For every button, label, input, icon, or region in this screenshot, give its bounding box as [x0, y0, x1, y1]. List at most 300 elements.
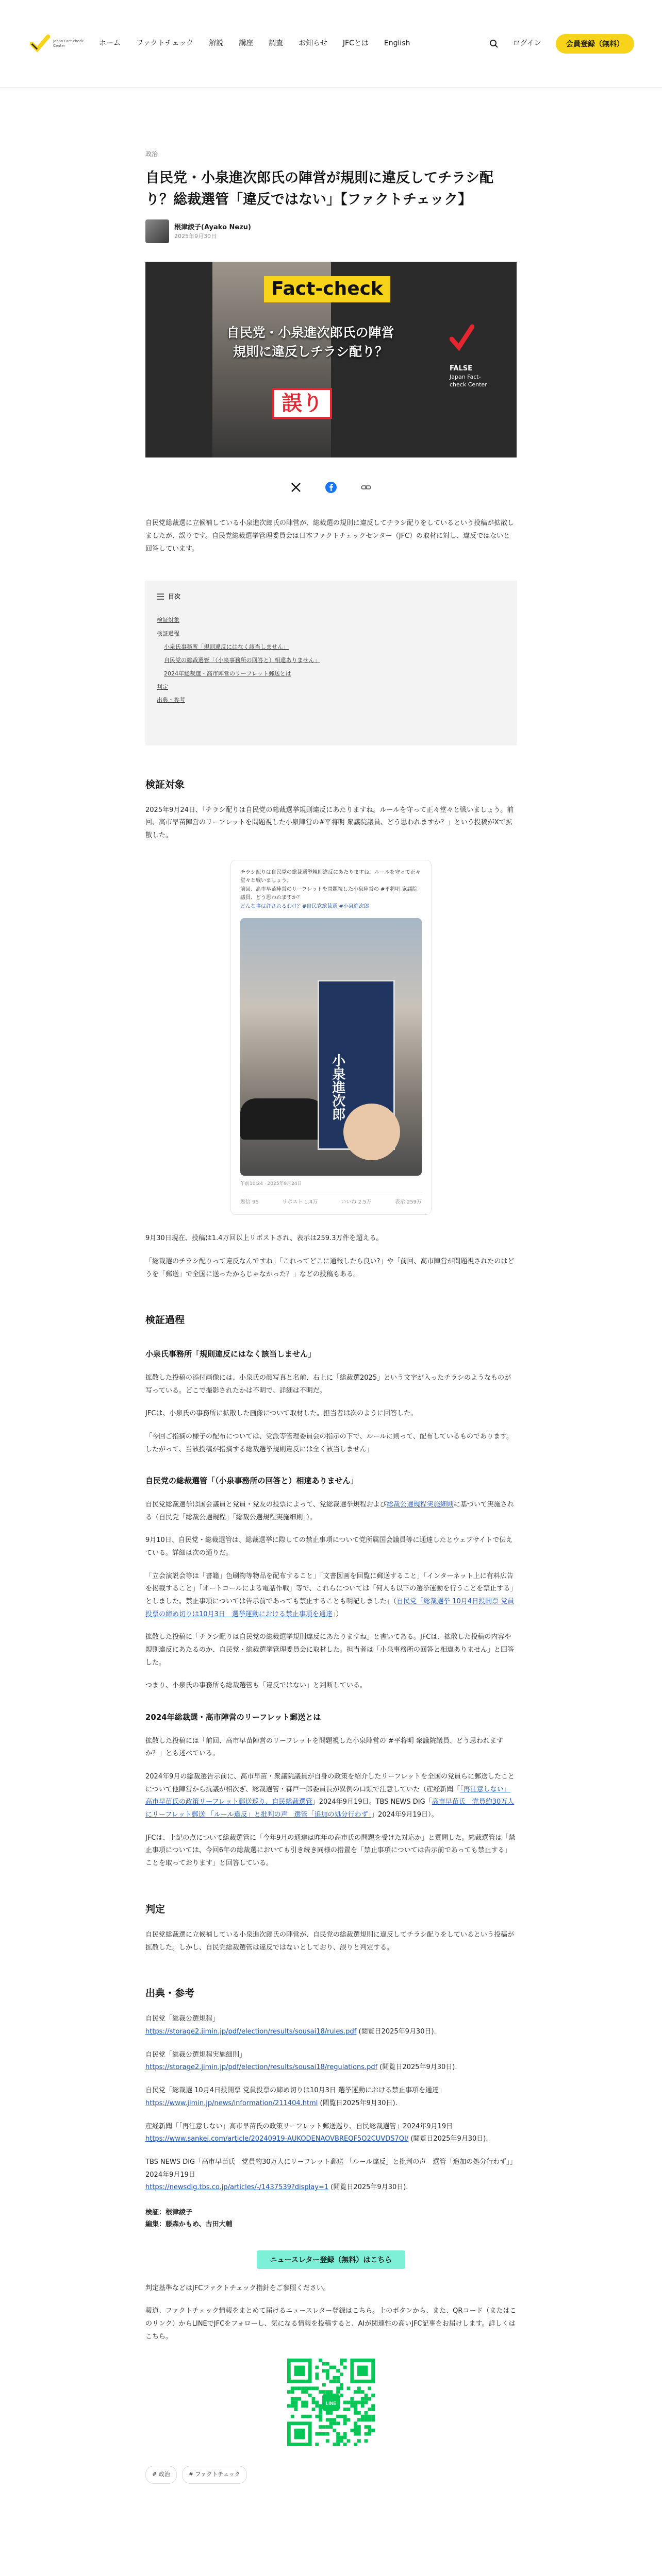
- qr-module: [315, 2387, 319, 2391]
- credit-verifier: 検証：根津綾子: [145, 2208, 193, 2216]
- qr-module: [319, 2418, 322, 2422]
- reference-item: [145, 2049, 517, 2074]
- header-actions: [489, 34, 634, 54]
- tag-list: [145, 2466, 517, 2484]
- qr-module: [347, 2418, 351, 2422]
- hero-jfc-badge: [450, 324, 496, 388]
- qr-module: [365, 2432, 368, 2436]
- qr-module: [333, 2443, 336, 2447]
- qr-module: [315, 2443, 319, 2447]
- reference-link[interactable]: https://storage2.jimin.jp/pdf/election/results/sousai18/regulations.pdf: [145, 2063, 378, 2072]
- qr-module: [365, 2415, 368, 2418]
- qr-module: [291, 2415, 294, 2418]
- qr-module: [312, 2387, 316, 2391]
- jfc-name: Japan Fact-check Center: [450, 373, 487, 388]
- qr-module: [340, 2439, 343, 2443]
- qr-module: [336, 2439, 340, 2443]
- paragraph: 拡散した投稿には「前回、高市早苗陣営のリーフレットを問題視した小泉陣営の #平将明 衆議院議員、どう思われますか？」とも述べている。: [145, 1737, 503, 1758]
- reference-item: [145, 2013, 517, 2038]
- qr-module: [315, 2401, 319, 2404]
- qr-module: [336, 2391, 340, 2394]
- reference-label: 自民党「総裁選 10月4日投開票 党員投票の締め切りは10月3日 選挙運動における禁止事項を通達」: [145, 2087, 446, 2095]
- qr-module: [308, 2387, 312, 2391]
- qr-module: [329, 2422, 333, 2426]
- post-timestamp: 午前10:24 · 2025年9月24日: [240, 1181, 302, 1187]
- view-count: 表示 259万: [394, 1199, 422, 1206]
- qr-module: [361, 2391, 365, 2394]
- reference-link[interactable]: https://www.sankei.com/article/20240919-AUKODENAOVBREQF5Q2CUVDS7QI/: [145, 2135, 409, 2143]
- qr-module: [312, 2401, 316, 2404]
- qr-module: [326, 2432, 329, 2436]
- qr-module: [322, 2391, 326, 2394]
- qr-module: [354, 2426, 357, 2429]
- qr-module: [371, 2404, 375, 2408]
- toc-item[interactable]: 検証対象: [157, 617, 179, 624]
- line-qr-code[interactable]: [287, 2359, 375, 2446]
- flyer-name: 小泉進次郎: [329, 1054, 345, 1121]
- post-text-line: 前回、高市早苗陣営のリーフレットを問題視した小泉陣営の #平将明 衆議院議員、どう思われますか？: [240, 886, 418, 901]
- qr-module: [291, 2387, 294, 2391]
- reference-link[interactable]: https://www.jimin.jp/news/information/211404.html: [145, 2099, 318, 2107]
- qr-module: [343, 2366, 347, 2369]
- qr-module: [333, 2418, 336, 2422]
- qr-finder: [294, 2429, 305, 2439]
- section-heading-target: 検証対象: [145, 778, 185, 790]
- qr-module: [336, 2415, 340, 2418]
- qr-module: [301, 2401, 305, 2404]
- paragraph-text: 」2024年9月19日。TBS NEWS DIG「: [312, 1798, 432, 1806]
- qr-module: [371, 2408, 375, 2412]
- paragraph-text: に基づいて実施される（自民党「総裁公選規程」「総裁公選規程実施細則」）。: [145, 1500, 514, 1521]
- toc-subitem[interactable]: 2024年総裁選・高市陣営のリーフレット郵送とは: [164, 670, 291, 677]
- embedded-post[interactable]: [230, 860, 432, 1215]
- register-button[interactable]: 会員登録（無料）: [556, 34, 634, 54]
- paragraph: [145, 1771, 517, 1822]
- qr-module: [336, 2380, 340, 2383]
- qr-module: [294, 2387, 298, 2391]
- paragraph: [145, 1570, 517, 1621]
- subheading: 2024年総裁選・高市陣営のリーフレット郵送とは: [145, 1713, 321, 1722]
- qr-finder: [294, 2366, 305, 2376]
- reference-note: (閲覧日2025年9月30日).: [379, 2063, 457, 2072]
- qr-module: [301, 2387, 305, 2391]
- article-category[interactable]: 政治: [145, 150, 158, 158]
- qr-module: [354, 2401, 357, 2404]
- qr-module: [365, 2394, 368, 2397]
- qr-module: [354, 2411, 357, 2415]
- qr-module: [301, 2391, 305, 2394]
- author-row: [145, 219, 517, 243]
- reference-label: TBS NEWS DIG「高市早苗氏 党員約30万人にリーフレット郵送 「ルール違反」と批判の声 選管「追加の処分行わず」」2024年9月19日: [145, 2158, 517, 2179]
- qr-module: [357, 2418, 361, 2422]
- qr-module: [305, 2415, 308, 2418]
- qr-module: [357, 2411, 361, 2415]
- qr-module: [333, 2380, 336, 2383]
- qr-module: [343, 2408, 347, 2412]
- qr-module: [347, 2387, 351, 2391]
- qr-module: [354, 2443, 357, 2447]
- qr-module: [329, 2411, 333, 2415]
- qr-module: [371, 2429, 375, 2432]
- qr-module: [365, 2397, 368, 2401]
- toc-item[interactable]: 検証過程: [157, 630, 179, 637]
- list-icon: [157, 594, 164, 600]
- reference-note: (閲覧日2025年9月30日).: [320, 2099, 398, 2107]
- qr-module: [319, 2415, 322, 2418]
- qr-module: [336, 2443, 340, 2447]
- nav-research[interactable]: 調査: [269, 39, 284, 48]
- qr-module: [354, 2404, 357, 2408]
- post-image-car: [240, 1098, 328, 1140]
- qr-module: [357, 2432, 361, 2436]
- qr-module: [319, 2432, 322, 2436]
- qr-module: [357, 2401, 361, 2404]
- qr-module: [322, 2432, 326, 2436]
- qr-module: [322, 2362, 326, 2366]
- section-heading-process: 検証過程: [145, 1314, 185, 1326]
- reference-list: [145, 2013, 517, 2194]
- reference-item: [145, 2084, 517, 2110]
- subheading: 小泉氏事務所「規則違反にはなく該当しません」: [145, 1349, 316, 1359]
- qr-module: [347, 2401, 351, 2404]
- qr-module: [312, 2408, 316, 2412]
- qr-module: [319, 2411, 322, 2415]
- qr-module: [354, 2408, 357, 2412]
- qr-module: [361, 2401, 365, 2404]
- qr-module: [343, 2401, 347, 2404]
- qr-module: [294, 2408, 298, 2412]
- paragraph: 9月10日、自民党・総裁選管は、総裁選挙に際しての禁止事項について党所属国会議員等に通達したとウェブサイトで伝えている。詳細は次の通りだ。: [145, 1536, 513, 1557]
- paragraph: JFCは、小泉氏の事務所に拡散した画像について取材した。担当者は次のように回答した。: [145, 1410, 418, 1418]
- qr-module: [371, 2415, 375, 2418]
- reference-item: [145, 2121, 517, 2146]
- search-icon[interactable]: [489, 39, 499, 48]
- post-image-hand: [343, 1104, 400, 1160]
- qr-module: [336, 2436, 340, 2439]
- qr-module: [326, 2439, 329, 2443]
- note-newsletter-line: 報道、ファクトチェック情報をまとめて届けるニュースレター登録はこちら。上のボタンから、また、QRコード（またはこのリンク）からLINEでJFCをフォローし、気になる情報を投稿すると、AIが関連性の高いJFC記事をお届けします。詳しくはこちら。: [145, 2307, 517, 2341]
- qr-module: [294, 2401, 298, 2404]
- logo-text: Japan Fact-check Center: [53, 39, 84, 48]
- qr-module: [343, 2418, 347, 2422]
- qr-module: [354, 2391, 357, 2394]
- qr-module: [291, 2401, 294, 2404]
- qr-module: [287, 2404, 291, 2408]
- qr-module: [308, 2394, 312, 2397]
- qr-module: [326, 2369, 329, 2373]
- qr-module: [287, 2391, 291, 2394]
- qr-module: [336, 2422, 340, 2426]
- qr-module: [305, 2401, 308, 2404]
- paragraph-text: 2024年9月の総裁選告示前に、高市早苗・衆議院議員が自身の政策を紹介したリーフレットを全国の党員らに郵送したことについて他陣営から抗議が相次ぎ、総裁選管・森戸一郎委員長が異例の口頭で注意していた（産経新聞「: [145, 1773, 515, 1793]
- qr-module: [357, 2391, 361, 2394]
- link-copy-icon[interactable]: [359, 480, 373, 495]
- qr-module: [347, 2439, 351, 2443]
- paragraph: 2025年9月24日、「チラシ配りは自民党の総裁選挙規則違反にあたりますね。ルールを守って正々堂々と戦いましょう。前回、高市早苗陣営のリーフレットを問題視した小泉陣営の#平将明 衆議院議員、どう思われますか？」という投稿がXで拡散した。: [145, 806, 514, 840]
- like-count[interactable]: いいね 2.5万: [341, 1199, 372, 1206]
- credits: [145, 2207, 517, 2231]
- hero-image: [145, 262, 517, 457]
- post-text: [240, 869, 422, 911]
- tag[interactable]: # ファクトチェック: [182, 2466, 247, 2484]
- qr-module: [361, 2415, 365, 2418]
- qr-module: [322, 2369, 326, 2373]
- toc-label: 目次: [168, 592, 181, 600]
- inline-link[interactable]: 高市早苗氏 党員約30万人にリーフレット郵送 「ルール違反」と批判の声 選管「追加の処分行わず」: [145, 1798, 515, 1819]
- qr-module: [305, 2391, 308, 2394]
- qr-module: [329, 2380, 333, 2383]
- qr-module: [305, 2387, 308, 2391]
- nav-course[interactable]: 講座: [239, 39, 254, 48]
- subheading: 自民党の総裁選管「（小泉事務所の回答と）相違ありません」: [145, 1476, 358, 1486]
- qr-module: [350, 2429, 354, 2432]
- qr-module: [340, 2362, 343, 2366]
- qr-module: [315, 2373, 319, 2377]
- qr-module: [333, 2422, 336, 2426]
- qr-module: [343, 2443, 347, 2447]
- paragraph-text: 」）: [332, 1610, 343, 1618]
- qr-module: [368, 2415, 371, 2418]
- article-title: 自民党・小泉進次郎氏の陣営が規則に違反してチラシ配り？総裁選管「違反ではない」【ファクトチェック】: [145, 170, 493, 208]
- post-text-line: チラシ配りは自民党の総裁選挙規則違反にあたりますね。ルールを守って正々堂々と戦いましょう。: [240, 869, 421, 884]
- qr-module: [343, 2432, 347, 2436]
- section-heading-verdict: 判定: [145, 1903, 166, 1915]
- qr-module: [326, 2376, 329, 2380]
- qr-module: [329, 2426, 333, 2429]
- qr-module: [368, 2429, 371, 2432]
- toc-subitem[interactable]: 自民党の総裁選管「（小泉事務所の回答と）相違ありません」: [164, 656, 320, 664]
- inline-link[interactable]: 総裁公選規程実施細則: [386, 1500, 454, 1509]
- inline-link[interactable]: 「再注意しない」高市早苗氏の政策リーフレット郵送巡り、自民総裁選管: [145, 1785, 510, 1806]
- qr-module: [333, 2376, 336, 2380]
- qr-module: [368, 2408, 371, 2412]
- qr-module: [297, 2387, 301, 2391]
- qr-module: [357, 2426, 361, 2429]
- paragraph: 9月30日現在、投稿は1.4万回以上リポストされ、表示は259.3万件を超える。: [145, 1234, 383, 1243]
- qr-module: [336, 2376, 340, 2380]
- qr-module: [340, 2394, 343, 2397]
- nav-about[interactable]: JFCとは: [342, 39, 369, 48]
- facebook-share-icon[interactable]: [324, 480, 338, 495]
- qr-module: [315, 2366, 319, 2369]
- nav-factcheck[interactable]: ファクトチェック: [136, 39, 194, 48]
- qr-module: [336, 2387, 340, 2391]
- article: [145, 148, 517, 2484]
- hero-overlay-text: 自民党・小泉進次郎氏の陣営 規則に違反しチラシ配り？: [226, 325, 394, 359]
- qr-module: [315, 2376, 319, 2380]
- reference-label: 産経新聞「「再注意しない」高市早苗氏の政策リーフレット郵送巡り、自民総裁選管」2024年9月19日: [145, 2122, 453, 2130]
- nav-home[interactable]: ホーム: [99, 39, 121, 48]
- reference-item: [145, 2156, 517, 2194]
- qr-module: [326, 2426, 329, 2429]
- toc-list: [157, 614, 505, 707]
- tag[interactable]: # 政治: [145, 2466, 177, 2484]
- qr-module: [365, 2418, 368, 2422]
- paragraph-text: 「立会演説会等は「書籍」色刷物等物品を配布すること」「文書図画を回覧に郵送すること」「インターネット上に有料広告を掲載すること」「オートコールによる電話作戦」等で、これらについては「何人も以下の選挙運動を行うことを禁止する」としました。禁止事項については告示前であっても禁止することも明記しました」（: [145, 1572, 514, 1606]
- qr-module: [336, 2369, 340, 2373]
- qr-module: [297, 2397, 301, 2401]
- toc-header[interactable]: [157, 591, 505, 603]
- qr-module: [329, 2366, 333, 2369]
- qr-module: [368, 2426, 371, 2429]
- qr-module: [365, 2401, 368, 2404]
- qr-module: [333, 2366, 336, 2369]
- reference-label: 自民党「総裁公選規程実施細則」: [145, 2050, 246, 2059]
- qr-module: [368, 2387, 371, 2391]
- post-hashtags[interactable]: どんな事は許されるわけ？#自民党総裁選 #小泉進次郎: [240, 903, 369, 909]
- qr-module: [357, 2439, 361, 2443]
- qr-module: [340, 2387, 343, 2391]
- nav-news[interactable]: お知らせ: [299, 39, 327, 48]
- qr-module: [371, 2418, 375, 2422]
- paragraph-text: 自民党総裁選挙は国会議員と党員・党友の投票によって、党総裁選挙規程および: [145, 1500, 387, 1509]
- qr-module: [319, 2404, 322, 2408]
- qr-module: [315, 2432, 319, 2436]
- qr-module: [343, 2436, 347, 2439]
- site-header: [0, 0, 662, 88]
- x-share-icon[interactable]: [289, 480, 303, 495]
- author-avatar: [145, 219, 169, 243]
- qr-module: [326, 2362, 329, 2366]
- qr-module: [301, 2404, 305, 2408]
- paragraph: 拡散した投稿の添付画像には、小泉氏の顔写真と名前、右上に「総裁選2025」という文字が入ったチラシのようなものが写っている。どこで撮影されたかは不明で、詳細は不明だ。: [145, 1374, 511, 1395]
- site-logo[interactable]: [30, 32, 92, 55]
- credit-editors: 編集：藤森かもめ、古田大輔: [145, 2221, 233, 2229]
- qr-module: [365, 2426, 368, 2429]
- qr-module: [357, 2387, 361, 2391]
- tag-label: ファクトチェック: [195, 2471, 240, 2478]
- qr-module: [343, 2415, 347, 2418]
- toc-subitem[interactable]: 小泉氏事務所「規則違反にはなく該当しません」: [164, 643, 289, 651]
- paragraph: 自民党総裁選に立候補している小泉進次郎氏の陣営が、自民党の総裁選規則に違反してチラシ配りをしているという投稿が拡散した。しかし、自民党総裁選管は違反ではないとしており、誤りと判定する。: [145, 1930, 515, 1952]
- qr-module: [354, 2429, 357, 2432]
- qr-module: [340, 2373, 343, 2377]
- qr-module: [326, 2373, 329, 2377]
- post-image[interactable]: [240, 918, 422, 1176]
- qr-module: [326, 2391, 329, 2394]
- qr-module: [365, 2411, 368, 2415]
- qr-module: [319, 2426, 322, 2429]
- qr-module: [301, 2415, 305, 2418]
- qr-module: [354, 2432, 357, 2436]
- paragraph: 拡散した投稿に「チラシ配りは自民党の総裁選挙規則違反にあたりますね」と書いてある。JFCは、拡散した投稿の内容や規則違反にあたるのか、自民党・総裁選挙管理委員会に取材した。担当者は「小泉事務所の回答と相違ありません」と回答した。: [145, 1633, 515, 1667]
- share-bar: [145, 480, 517, 495]
- author-name[interactable]: 根津綾子(Ayako Nezu): [174, 223, 251, 231]
- qr-module: [333, 2429, 336, 2432]
- paragraph: つまり、小泉氏の事務所も総裁選管も「違反ではない」と判断している。: [145, 1682, 367, 1690]
- qr-module: [354, 2422, 357, 2426]
- qr-module: [319, 2359, 322, 2362]
- qr-module: [350, 2404, 354, 2408]
- post-actions: [240, 1193, 422, 1207]
- article-date: 2025年9月30日: [174, 232, 217, 240]
- section-heading-references: 出典・参考: [145, 1988, 195, 1999]
- qr-module: [326, 2418, 329, 2422]
- qr-finder: [357, 2366, 368, 2376]
- reference-note: (閲覧日2025年9月30日).: [358, 2028, 436, 2036]
- note-guideline: 判定基準などはJFCファクトチェック指針をご参照ください。: [145, 2284, 330, 2292]
- qr-module: [291, 2404, 294, 2408]
- qr-module: [361, 2404, 365, 2408]
- reply-count[interactable]: 返信 95: [240, 1199, 259, 1206]
- reference-link[interactable]: https://newsdig.tbs.co.jp/articles/-/1437539?display=1: [145, 2183, 329, 2192]
- qr-module: [329, 2418, 333, 2422]
- tag-label: 政治: [158, 2471, 170, 2478]
- qr-module: [340, 2436, 343, 2439]
- qr-module: [294, 2404, 298, 2408]
- hero-factcheck-banner: Fact-check: [264, 276, 390, 302]
- nav-explainer[interactable]: 解説: [209, 39, 224, 48]
- paragraph: 「総裁選のチラシ配りって違反なんですね」「これってどこに通報したら良い?」や「前回、高市陣営が問題視されたのはどうを「郵送」で全国に送ったからじゃなかった？」などの投稿もある。: [145, 1257, 515, 1278]
- qr-module: [340, 2383, 343, 2387]
- qr-module: [350, 2397, 354, 2401]
- qr-module: [319, 2391, 322, 2394]
- qr-module: [357, 2429, 361, 2432]
- qr-module: [308, 2415, 312, 2418]
- qr-module: [336, 2432, 340, 2436]
- qr-module: [368, 2432, 371, 2436]
- jfc-logo-icon: [30, 32, 50, 55]
- qr-module: [368, 2397, 371, 2401]
- qr-module: [368, 2418, 371, 2422]
- qr-module: [343, 2422, 347, 2426]
- verdict-stamp: 誤り: [272, 388, 332, 419]
- qr-module: [305, 2404, 308, 2408]
- qr-module: [291, 2391, 294, 2394]
- qr-module: [315, 2404, 319, 2408]
- newsletter-button[interactable]: ニュースレター登録（無料）はこちら: [257, 2250, 406, 2269]
- qr-module: [326, 2411, 329, 2415]
- qr-module: [294, 2397, 298, 2401]
- false-label: FALSE: [450, 365, 472, 373]
- qr-module: [322, 2383, 326, 2387]
- qr-module: [347, 2408, 351, 2412]
- nav-english[interactable]: English: [384, 39, 410, 48]
- toc-item[interactable]: 判定: [157, 683, 168, 690]
- jfc-check-icon: [450, 324, 474, 354]
- article-lead: 自民党総裁選に立候補している小泉進次郎氏の陣営が、総裁選の規則に違反してチラシ配りをしているという投稿が拡散しましたが、誤りです。自民党総裁選挙管理委員会は日本ファクトチェックセンター（JFC）の取材に対し、違反ではないと回答しています。: [145, 519, 515, 553]
- qr-module: [343, 2359, 347, 2362]
- qr-module: [365, 2439, 368, 2443]
- qr-module: [361, 2397, 365, 2401]
- reference-link[interactable]: https://storage2.jimin.jp/pdf/election/results/sousai18/rules.pdf: [145, 2028, 357, 2036]
- qr-module: [361, 2418, 365, 2422]
- qr-module: [340, 2415, 343, 2418]
- qr-line-text: LINE: [325, 2401, 337, 2406]
- paragraph: 「今回ご指摘の様子の配布については、党派等管理委員会の指示の下で、ルールに則って、配布しているものであります。したがって、当該投稿が指摘する総裁選挙規則違反には全く該当しません」: [145, 1433, 513, 1453]
- qr-module: [350, 2401, 354, 2404]
- qr-module: [329, 2391, 333, 2394]
- reference-note: (閲覧日2025年9月30日).: [410, 2135, 488, 2143]
- qr-module: [315, 2415, 319, 2418]
- paragraph: JFCは、上記の点について総裁選管に「今年9月の通達は昨年の高市氏の問題を受けた対応か」と質問した。総裁選管は「禁止事項については、今回6年の総裁選においても引き続き同様の措置を「禁止事項については告示前であっても禁止する」ことを取っております」と回答している。: [145, 1834, 516, 1868]
- qr-module: [312, 2397, 316, 2401]
- main-nav: [99, 37, 410, 50]
- reference-label: 自民党「総裁公選規程」: [145, 2015, 220, 2023]
- paragraph: [145, 1499, 517, 1524]
- toc-item[interactable]: 出典・参考: [157, 697, 185, 704]
- qr-module: [319, 2408, 322, 2412]
- repost-count[interactable]: リポスト 1.4万: [282, 1199, 318, 1206]
- inline-link[interactable]: 自民党「総裁選挙 10月4日投開票 党員投票の締め切りは10月3日 選挙運動における禁止事項を通達: [145, 1598, 515, 1618]
- qr-module: [340, 2359, 343, 2362]
- paragraph-text: 」2024年9月19日）。: [371, 1811, 438, 1819]
- reference-note: (閲覧日2025年9月30日).: [330, 2183, 408, 2192]
- table-of-contents: [145, 581, 517, 745]
- qr-module: [371, 2394, 375, 2397]
- login-link[interactable]: ログイン: [512, 39, 541, 48]
- qr-module: [322, 2426, 326, 2429]
